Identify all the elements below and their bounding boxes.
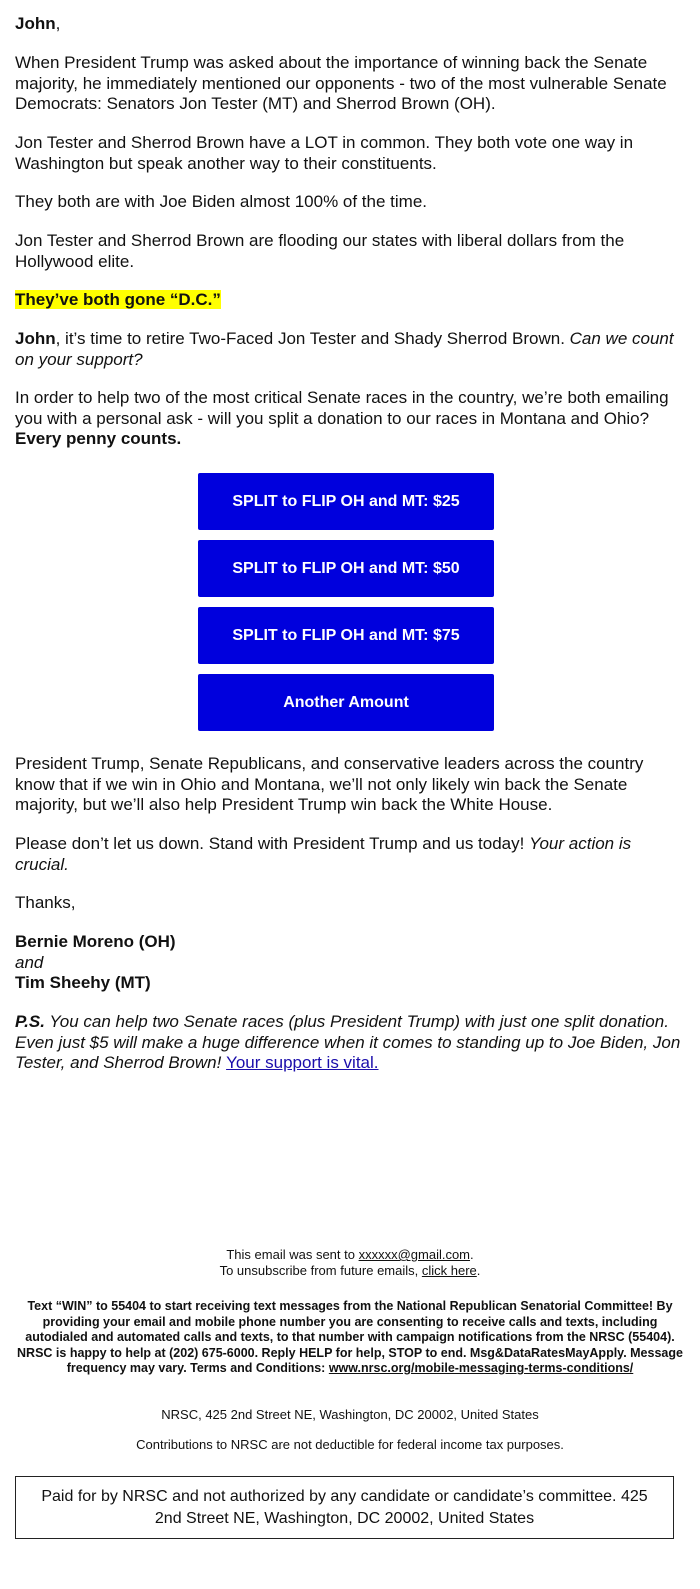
paid-for-text: Paid for by NRSC and not authorized by any candidate or candidate’s committee. 425 2nd Street NE, Washington, DC 20002, United States: [41, 1487, 648, 1527]
ps-label: P.S.: [15, 1012, 45, 1031]
recipient-email-link[interactable]: xxxxxx@gmail.com: [358, 1247, 471, 1262]
paragraph-win: President Trump, Senate Republicans, and conservative leaders across the country know that if we win in Ohio and Montana, we’ll not only likely win back the Senate majority, but we’ll also help President Trump win back the White House.: [15, 754, 644, 814]
another-amount-button[interactable]: Another Amount: [198, 674, 494, 731]
signature-block: [15, 932, 685, 994]
paragraph-biden: They both are with Joe Biden almost 100% of the time.: [15, 192, 428, 211]
paragraph-intro: When President Trump was asked about the importance of winning back the Senate majority, he immediately mentioned our opponents - two of the most vulnerable Senate Democrats: Senators Jon Tester (MT) and Sherrod Brown (OH).: [15, 53, 667, 113]
donate-75-button[interactable]: SPLIT to FLIP OH and MT: $75: [198, 607, 494, 664]
support-link[interactable]: Your support is vital.: [226, 1053, 379, 1072]
paid-for-box: [15, 1476, 674, 1539]
greeting: John,: [15, 14, 61, 33]
tax-disclaimer: Contributions to NRSC are not deductible for federal income tax purposes.: [136, 1437, 564, 1452]
recipient-name-inline: John: [15, 329, 56, 348]
address-line: NRSC, 425 2nd Street NE, Washington, DC 20002, United States: [161, 1407, 539, 1422]
unsubscribe-link[interactable]: click here: [421, 1263, 477, 1278]
donate-25-button[interactable]: SPLIT to FLIP OH and MT: $25: [198, 473, 494, 530]
paragraph-retire: John, it’s time to retire Two-Faced Jon Tester and Shady Sherrod Brown. Can we count on your support?: [15, 329, 674, 369]
paragraph-ask: In order to help two of the most critical Senate races in the country, we’re both emailing you with a personal ask - will you split a donation to our races in Montana and Ohio? Every penny counts.: [15, 388, 669, 448]
recipient-name: John: [15, 14, 56, 33]
highlight-text: They’ve both gone “D.C.”: [15, 290, 221, 309]
donate-50-button[interactable]: SPLIT to FLIP OH and MT: $50: [198, 540, 494, 597]
highlight-line: [15, 290, 685, 311]
paragraph-hollywood: Jon Tester and Sherrod Brown are flooding our states with liberal dollars from the Hollywood elite.: [15, 231, 625, 271]
thanks-line: Thanks,: [15, 893, 76, 912]
sms-disclaimer: Text “WIN” to 55404 to start receiving text messages from the National Republican Senatorial Committee! By providing your email and mobile phone number you are consenting to receive calls and texts, including autodialed and automated calls and texts, to that number with campaign notifications from the NRSC (55404). NRSC is happy to help at (202) 675-6000. Reply HELP for help, STOP to end. Msg&DataRatesMayApply. Message frequency may vary. Terms and Conditions: www.nrsc.org/mobile-messaging-terms-conditions/: [17, 1299, 683, 1375]
postscript: P.S. You can help two Senate races (plus President Trump) with just one split donation. Even just $5 will make a huge difference when it comes to standing up to Joe Biden, Jon Tester, and Sherrod Brown! Your support is vital.: [15, 1012, 681, 1072]
terms-link[interactable]: www.nrsc.org/mobile-messaging-terms-conditions/: [328, 1361, 634, 1375]
sent-to-line: This email was sent to xxxxxx@gmail.com. To unsubscribe from future emails, click here.: [219, 1247, 481, 1278]
signer-2: Tim Sheehy (MT): [15, 973, 151, 992]
paragraph-common: Jon Tester and Sherrod Brown have a LOT in common. They both vote one way in Washington but speak another way to their constituents.: [15, 133, 634, 173]
signer-1: Bernie Moreno (OH): [15, 932, 176, 951]
paragraph-stand: Please don’t let us down. Stand with President Trump and us today! Your action is crucial.: [15, 834, 632, 874]
signer-and: and: [15, 952, 44, 972]
